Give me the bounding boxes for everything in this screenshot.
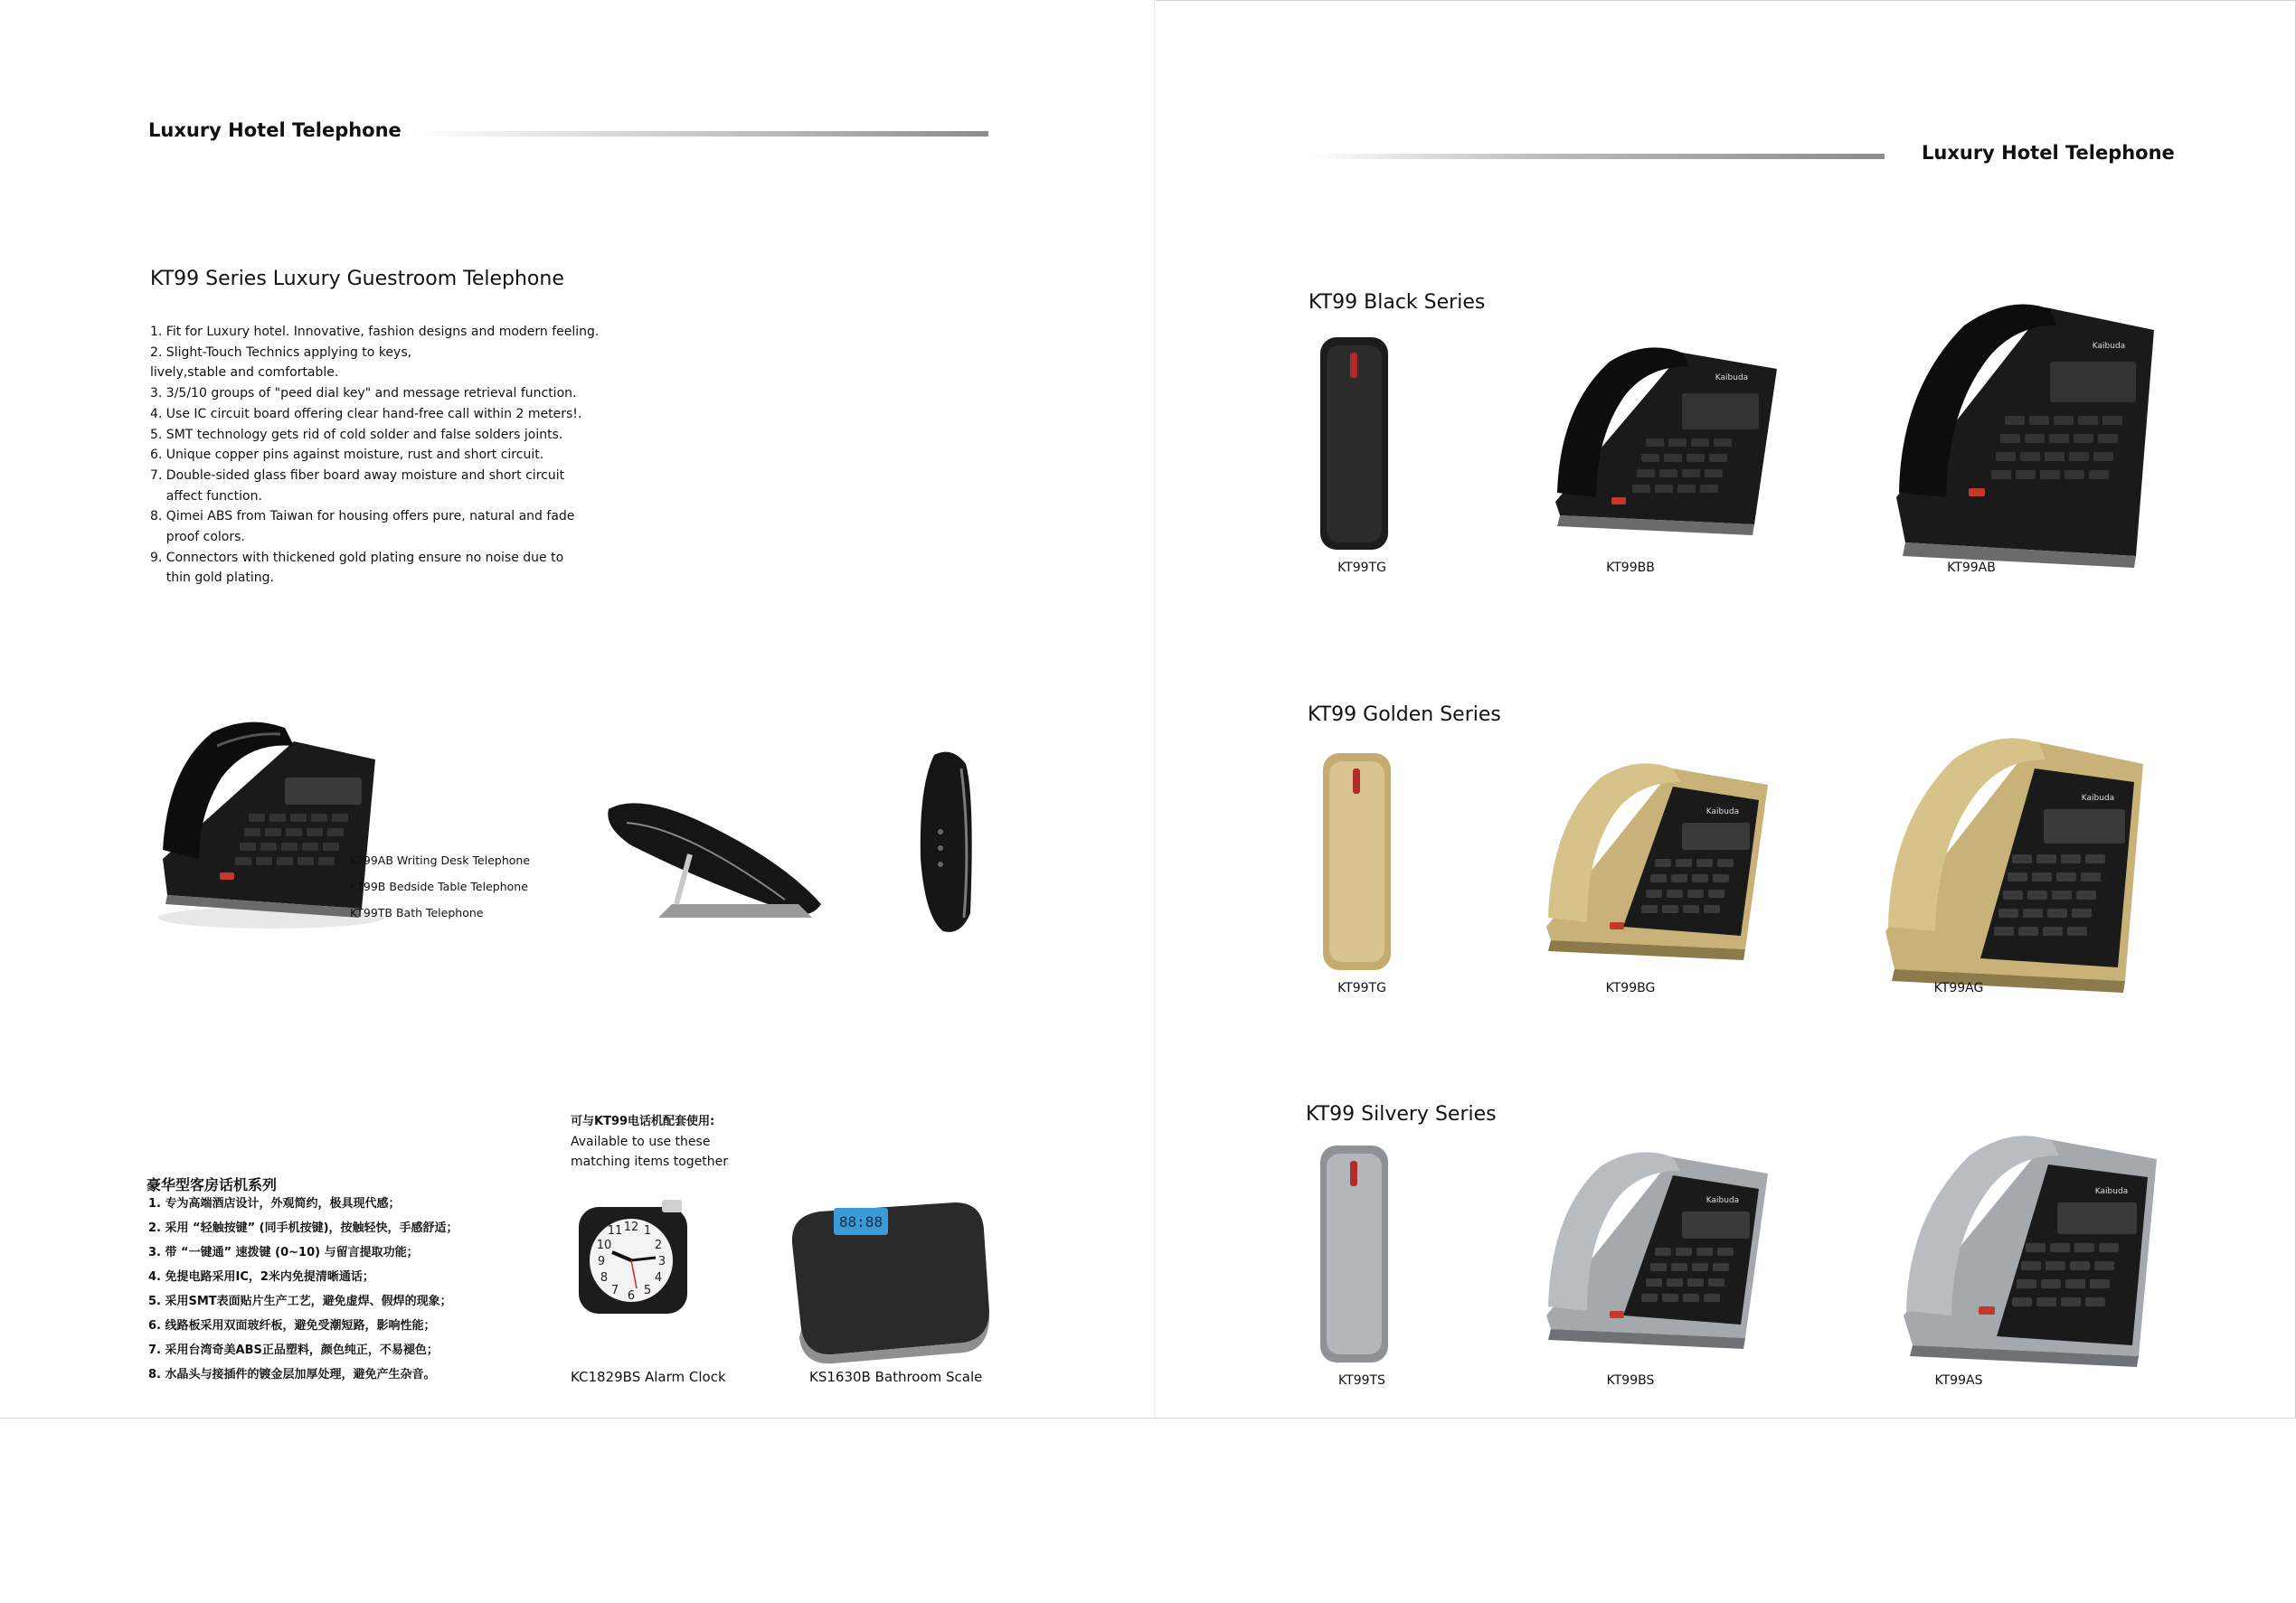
series-title-golden: KT99 Golden Series xyxy=(1308,703,1501,726)
left-header-title: Luxury Hotel Telephone xyxy=(148,119,402,141)
svg-text:5: 5 xyxy=(643,1284,652,1297)
feature-item: 1. Fit for Luxury hotel. Innovative, fashion designs and modern feeling. xyxy=(150,325,600,339)
scale-display: 88:88 xyxy=(838,1213,883,1231)
intro-title: KT99 Series Luxury Guestroom Telephone xyxy=(150,268,564,290)
model-label: KT99BS xyxy=(1606,1373,1655,1388)
model-label: KT99AG xyxy=(1933,981,1984,995)
bathroom-scale-label: KS1630B Bathroom Scale xyxy=(809,1369,983,1385)
svg-text:9: 9 xyxy=(597,1255,606,1268)
feature-item: proof colors. xyxy=(150,530,245,545)
matching-items-intro xyxy=(571,1112,728,1172)
brand-mark: Kaibuda xyxy=(2081,794,2115,803)
page-edge-top xyxy=(1156,0,2296,1)
model-label: KT99BG xyxy=(1605,981,1656,995)
feature-item: lively,stable and comfortable. xyxy=(150,365,339,381)
caption-kt99tb: KT99TB Bath Telephone xyxy=(350,906,484,919)
svg-text:6: 6 xyxy=(627,1289,636,1303)
svg-text:2: 2 xyxy=(654,1239,663,1252)
feature-list xyxy=(150,322,599,589)
page-bottom-margin xyxy=(0,1418,2296,1603)
model-label: KT99AB xyxy=(1947,561,1996,575)
cn-feature-item: 7. 采用台湾奇美ABS正品塑料，颜色纯正，不易褪色； xyxy=(148,1344,439,1357)
brand-mark: Kaibuda xyxy=(1705,807,1740,816)
brand-mark: Kaibuda xyxy=(2094,1187,2129,1196)
alarm-clock-image xyxy=(572,1198,694,1320)
feature-item: 2. Slight-Touch Technics applying to keys, xyxy=(150,344,412,360)
matching-cn: 可与KT99电话机配套使用: xyxy=(571,1115,715,1128)
model-label: KT99TG xyxy=(1337,981,1386,995)
model-label: KT99TS xyxy=(1338,1373,1385,1388)
feature-item: 9. Connectors with thickened gold plating ensure no noise due to xyxy=(150,550,564,565)
svg-text:11: 11 xyxy=(607,1224,623,1238)
cn-feature-item: 6. 线路板采用双面玻纤板，避免受潮短路，影响性能； xyxy=(148,1319,436,1333)
brand-mark: Kaibuda xyxy=(2092,342,2126,351)
cn-feature-item: 5. 采用SMT表面贴片生产工艺，避免虚焊、假焊的现象； xyxy=(148,1295,452,1308)
phone-kt99ab-image xyxy=(1892,298,2159,570)
phone-kt99as-image xyxy=(1899,1130,2161,1370)
model-label: KT99AS xyxy=(1934,1373,1983,1388)
model-label: KT99BB xyxy=(1606,561,1655,575)
svg-text:1: 1 xyxy=(643,1224,652,1238)
feature-item: 4. Use IC circuit board offering clear hand-free call within 2 meters!. xyxy=(150,406,582,421)
caption-kt99ab: KT99AB Writing Desk Telephone xyxy=(350,853,531,867)
matching-en-1: Available to use these xyxy=(571,1135,711,1149)
phone-kt99ag-image xyxy=(1881,732,2152,995)
handset-kt99tg-black-image xyxy=(1316,333,1393,554)
matching-en-2: matching items together xyxy=(571,1155,729,1169)
cn-section-title: 豪华型客房话机系列 xyxy=(146,1176,278,1193)
svg-text:12: 12 xyxy=(623,1221,639,1234)
handset-kt99tg-golden-image xyxy=(1318,749,1395,975)
svg-text:10: 10 xyxy=(596,1239,612,1252)
right-header-rule xyxy=(1308,154,1885,159)
svg-text:4: 4 xyxy=(654,1271,663,1285)
handset-kt99ts-image xyxy=(1316,1141,1393,1367)
svg-text:8: 8 xyxy=(600,1271,609,1285)
brand-mark: Kaibuda xyxy=(1705,1196,1740,1205)
feature-item: 3. 3/5/10 groups of "peed dial key" and message retrieval function. xyxy=(150,386,577,401)
phone-kt99bb-image xyxy=(1546,344,1786,538)
phone-back-view-image xyxy=(912,741,979,945)
feature-item: 8. Qimei ABS from Taiwan for housing offers pure, natural and fade xyxy=(150,509,575,524)
feature-item: affect function. xyxy=(150,488,262,504)
cn-feature-list xyxy=(148,1192,458,1387)
cn-feature-item: 1. 专为高端酒店设计，外观简约，极具现代感； xyxy=(148,1197,401,1211)
feature-item: 6. Unique copper pins against moisture, rust and short circuit. xyxy=(150,448,544,463)
phone-kt99bg-image xyxy=(1537,759,1777,963)
feature-item: 5. SMT technology gets rid of cold solder and false solders joints. xyxy=(150,427,563,442)
left-header-rule xyxy=(413,131,988,137)
phone-side-view-image xyxy=(604,791,830,927)
product-captions xyxy=(350,847,530,926)
alarm-clock-label: KC1829BS Alarm Clock xyxy=(571,1369,726,1385)
bathroom-scale-image xyxy=(783,1193,991,1361)
page-spine xyxy=(1154,0,1155,1418)
feature-item: thin gold plating. xyxy=(150,570,274,586)
series-title-black: KT99 Black Series xyxy=(1309,291,1486,314)
cn-feature-item: 8. 水晶头与接插件的镀金层加厚处理，避免产生杂音。 xyxy=(148,1368,436,1381)
svg-text:7: 7 xyxy=(610,1284,619,1297)
cn-feature-item: 4. 免提电路采用IC，2米内免提清晰通话； xyxy=(148,1270,374,1284)
caption-kt99b: KT99B Bedside Table Telephone xyxy=(350,880,528,893)
kt99ab-desk-phone-image xyxy=(149,714,384,936)
phone-kt99bs-image xyxy=(1537,1148,1777,1352)
feature-item: 7. Double-sided glass fiber board away moisture and short circuit xyxy=(150,467,565,483)
cn-feature-item: 3. 带 “一键通” 速拨键 (0~10) 与留言提取功能； xyxy=(148,1246,419,1259)
cn-feature-item: 2. 采用 “轻触按键” (同手机按键)，按触轻快，手感舒适； xyxy=(148,1221,458,1235)
model-label: KT99TG xyxy=(1337,561,1386,575)
series-title-silvery: KT99 Silvery Series xyxy=(1306,1103,1497,1126)
svg-text:3: 3 xyxy=(657,1255,666,1268)
right-header-title: Luxury Hotel Telephone xyxy=(1922,142,2175,164)
brand-mark: Kaibuda xyxy=(1715,373,1749,382)
